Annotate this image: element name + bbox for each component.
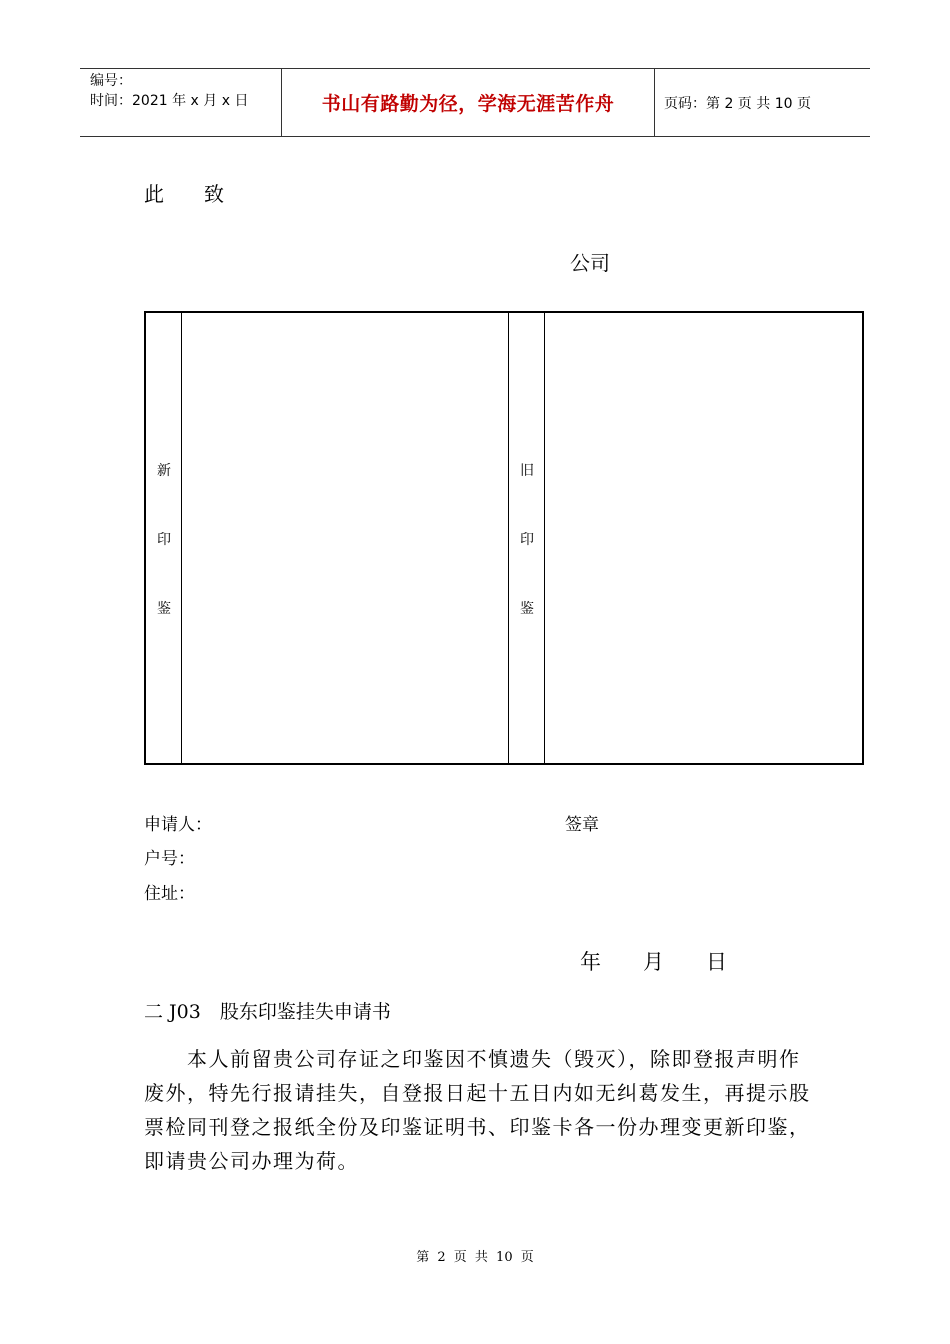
document-number-label: 编号：: [90, 73, 132, 89]
seal-table: [144, 311, 864, 765]
old-seal-area: [545, 313, 862, 763]
old-seal-char: 印: [520, 532, 534, 548]
signature-label: 签章: [565, 815, 599, 835]
new-seal-area: [182, 313, 508, 763]
section-title: 二 J03 股东印鉴挂失申请书: [144, 1001, 391, 1023]
old-seal-char: 旧: [520, 463, 534, 479]
date-line: 年 月 日: [580, 950, 727, 974]
account-label: 户号：: [144, 849, 195, 869]
applicant-label: 申请人：: [144, 815, 212, 835]
old-seal-char: 鉴: [520, 601, 534, 617]
header-meta: [90, 71, 248, 111]
header-motto: 书山有路勤为径，学海无涯苦作舟: [321, 93, 615, 115]
document-time-label: 时间：2021 年 x 月 x 日: [90, 93, 249, 109]
header-page-info: 页码：第 2 页 共 10 页: [664, 96, 811, 112]
new-seal-char: 鉴: [157, 601, 171, 617]
new-seal-char: 印: [157, 532, 171, 548]
old-seal-label: [509, 437, 545, 644]
header-divider: [654, 69, 655, 136]
company-label: 公司: [570, 251, 610, 275]
new-seal-char: 新: [157, 463, 171, 479]
page-footer: 第 2 页 共 10 页: [416, 1250, 534, 1265]
address-label: 住址：: [144, 884, 195, 904]
body-paragraph: 本人前留贵公司存证之印鉴因不慎遗失（毁灭），除即登报声明作废外，特先行报请挂失，自登报日起十五日内如无纠葛发生，再提示股票检同刊登之报纸全份及印鉴证明书、印鉴卡各一份办理变更新印鉴，即请贵公司办理为荷。: [144, 1047, 811, 1173]
page-header: [80, 68, 870, 137]
new-seal-label: [146, 437, 182, 644]
salutation: 此 致: [144, 182, 224, 206]
